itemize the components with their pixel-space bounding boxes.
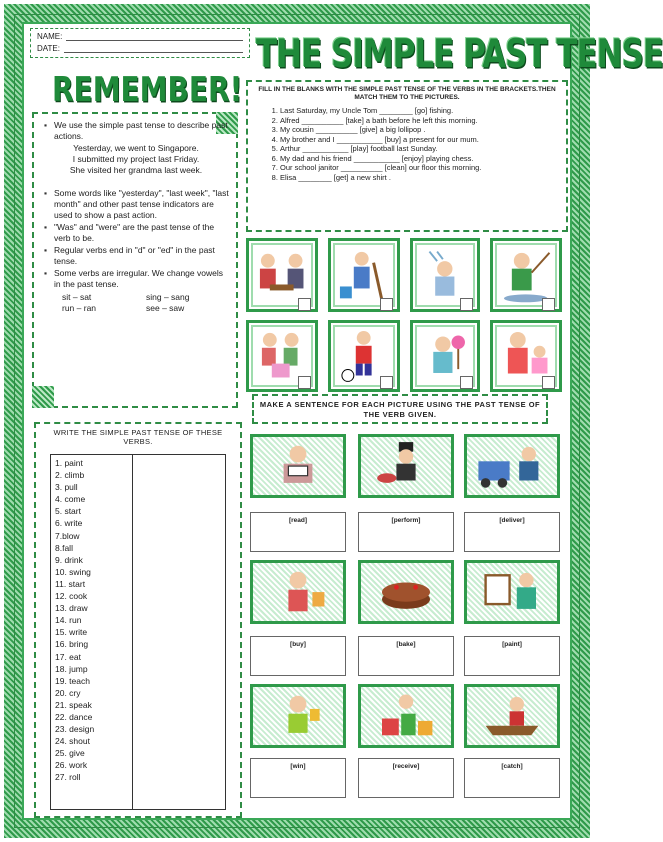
picture-receive — [358, 684, 454, 748]
match-checkbox[interactable] — [298, 376, 311, 389]
janitor-mopping-icon — [334, 244, 393, 305]
match-checkbox[interactable] — [460, 298, 473, 311]
example-3: She visited her grandma last week. — [69, 165, 203, 175]
chess-players-icon — [252, 244, 311, 305]
boy-boat-icon — [476, 690, 548, 742]
verb-item: 4. come — [55, 494, 86, 505]
rule-item: ▪ "Was" and "were" are the past tense of the verb to be. — [42, 222, 230, 244]
rule-item: ▪ Regular verbs end in "d" or "ed" in the past tense. — [42, 245, 230, 267]
sentence-item: 8. Elisa ________ [get] a new shirt . — [280, 173, 558, 183]
remember-box — [32, 112, 238, 408]
irregular-examples: sit – sat sing – sang run – ran see – saw — [62, 292, 190, 313]
verb-item: 27. roll — [55, 772, 81, 783]
magician-icon — [370, 440, 442, 492]
picture-catch — [464, 684, 560, 748]
verb-item: 14. run — [55, 615, 82, 626]
verb-item: 20. cry — [55, 687, 81, 698]
fill-in-blanks-box — [246, 80, 568, 232]
verb-item: 16. bring — [55, 639, 89, 650]
match-checkbox[interactable] — [542, 376, 555, 389]
verb-list-heading: WRITE THE SIMPLE PAST TENSE OF THESE VERBS. — [53, 428, 223, 446]
name-field[interactable] — [66, 31, 243, 41]
answer-box[interactable]: [paint] — [464, 636, 560, 676]
verb-item: 22. dance — [55, 711, 93, 722]
verb-item: 21. speak — [55, 699, 92, 710]
verb-column — [51, 455, 133, 809]
answer-column[interactable] — [133, 455, 225, 809]
verb-item: 5. start — [55, 506, 81, 517]
verb-item: 17. eat — [55, 651, 81, 662]
rule-item: ▪ Some words like "yesterday", "last week", "last month" and other past tense indicators are used to show a past action. — [42, 188, 230, 221]
verb-item: 2. climb — [55, 470, 85, 481]
picture-buy — [250, 560, 346, 624]
name-label: NAME: — [37, 32, 63, 41]
sentence-item: 7. Our school janitor __________ [clean] our floor this morning. — [280, 163, 558, 173]
verb-item: 19. teach — [55, 675, 90, 686]
answer-box[interactable]: [bake] — [358, 636, 454, 676]
sentence-item: 2. Alfred __________ [take] a bath before he left this morning. — [280, 116, 558, 126]
sentence-item: 3. My cousin __________ [give] a big lollipop . — [280, 125, 558, 135]
answer-box[interactable]: [deliver] — [464, 512, 560, 552]
shower-bath-icon — [416, 244, 474, 305]
verb-table — [50, 454, 226, 810]
boy-gifts-icon — [370, 690, 442, 742]
fill-instructions: FILL IN THE BLANKS WITH THE SIMPLE PAST TENSE OF THE VERBS IN THE BRACKETS.THEN MATCH THEM TO THE PICTURES. — [258, 86, 556, 101]
verb-item: 11. start — [55, 578, 86, 589]
verb-item: 18. jump — [55, 663, 88, 674]
example-2: I submitted my project last Friday. — [72, 154, 200, 164]
boy-painting-icon — [476, 566, 548, 618]
verb-item: 25. give — [55, 748, 85, 759]
picture-paint — [464, 560, 560, 624]
fishing-man-icon — [496, 244, 555, 305]
example-1: Yesterday, we went to Singapore. — [73, 143, 199, 153]
sentence-item: 4. My brother and I ___________ [buy] a present for our mum. — [280, 135, 558, 145]
answer-box[interactable]: [receive] — [358, 758, 454, 798]
rule-item: ▪ Some verbs are irregular. We change vowels in the past tense. — [42, 268, 230, 290]
sentence-item: 6. My dad and his friend ___________ [enjoy] playing chess. — [280, 154, 558, 164]
match-checkbox[interactable] — [380, 376, 393, 389]
grandma-reading-icon — [262, 440, 334, 492]
verb-list-box — [34, 422, 242, 818]
verb-item: 7.blow — [55, 530, 80, 541]
make-sentence-instructions: MAKE A SENTENCE FOR EACH PICTURE USING THE PAST TENSE OF THE VERB GIVEN. — [252, 394, 548, 424]
verb-item: 10. swing — [55, 566, 91, 577]
match-checkbox[interactable] — [542, 298, 555, 311]
verb-item: 26. work — [55, 760, 88, 771]
verb-item: 24. shout — [55, 736, 90, 747]
sentence-item: 1. Last Saturday, my Uncle Tom ________ [go] fishing. — [280, 106, 558, 116]
girl-shopping-icon — [262, 566, 334, 618]
rule-item: ▪ We use the simple past tense to describe past actions. — [42, 120, 230, 142]
picture-perform — [358, 434, 454, 498]
answer-box[interactable]: [catch] — [464, 758, 560, 798]
verb-item: 6. write — [55, 518, 83, 529]
answer-box[interactable]: [perform] — [358, 512, 454, 552]
remember-heading: REMEMBER! — [52, 70, 243, 110]
date-field[interactable] — [64, 43, 243, 53]
picture-deliver — [464, 434, 560, 498]
picture-read — [250, 434, 346, 498]
corner-decoration — [32, 386, 54, 408]
picture-win — [250, 684, 346, 748]
verb-item: 8.fall — [55, 542, 73, 553]
answer-box[interactable]: [win] — [250, 758, 346, 798]
verb-item: 1. paint — [55, 458, 83, 468]
verb-item: 9. drink — [55, 554, 83, 565]
sentence-item: 5. Arthur ___________ [play] football last Sunday. — [280, 144, 558, 154]
answer-box[interactable]: [read] — [250, 512, 346, 552]
verb-item: 23. design — [55, 724, 95, 735]
picture-bake — [358, 560, 454, 624]
cake-icon — [370, 566, 442, 618]
match-checkbox[interactable] — [298, 298, 311, 311]
verb-item: 3. pull — [55, 482, 78, 493]
page-title: THE SIMPLE PAST TENSE — [256, 32, 663, 77]
girl-trophy-icon — [262, 690, 334, 742]
delivery-man-icon — [476, 440, 548, 492]
name-date-box — [30, 28, 250, 58]
answer-box[interactable]: [buy] — [250, 636, 346, 676]
verb-item: 13. draw — [55, 603, 88, 614]
date-label: DATE: — [37, 44, 60, 53]
match-checkbox[interactable] — [460, 376, 473, 389]
verb-item: 12. cook — [55, 591, 88, 602]
match-checkbox[interactable] — [380, 298, 393, 311]
verb-item: 15. write — [55, 627, 88, 638]
